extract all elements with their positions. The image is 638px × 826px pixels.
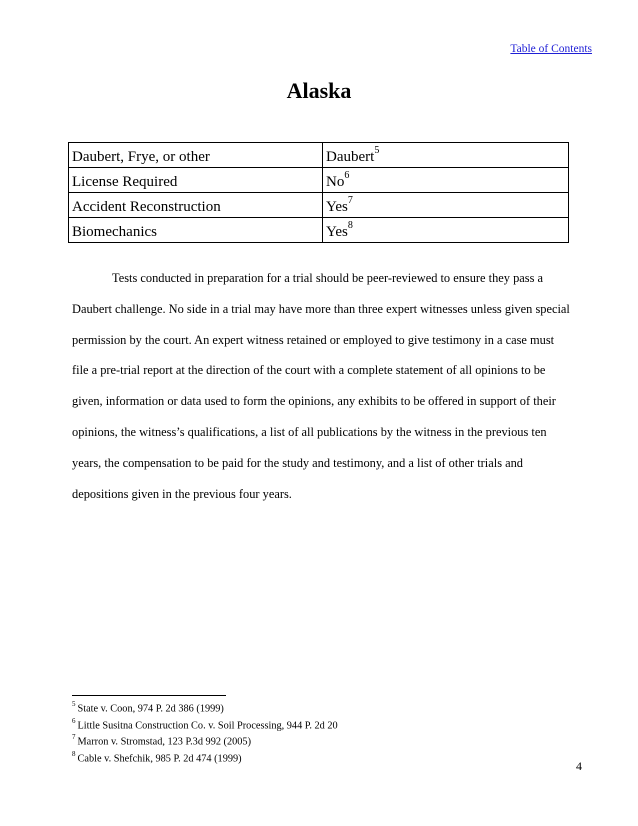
table-row — [69, 143, 569, 168]
row-value-cell — [323, 193, 569, 218]
table-row — [69, 218, 569, 243]
footnote-item — [72, 716, 572, 733]
state-info-table — [68, 142, 569, 243]
footnote-text: Little Susitna Construction Co. v. Soil Processing, 944 P. 2d 20 — [77, 720, 338, 732]
footnote-number: 6 — [72, 716, 76, 725]
footnote-separator — [72, 695, 226, 696]
footnote-text: Cable v. Shefchik, 985 P. 2d 474 (1999) — [77, 753, 242, 765]
row-label: Biomechanics — [69, 218, 323, 243]
footnote-ref[interactable]: 5 — [374, 145, 380, 156]
body-paragraph: Tests conducted in preparation for a trial should be peer-reviewed to ensure they pass a Daubert challenge. No side in a trial may have more than three expert witnesses unless given special permission by the court. An expert witness retained or employed to give testimony in a case must file a pre-trial report at the direction of the court with a complete statement of all opinions to be given, information or data used to form the opinions, any exhibits to be offered in support of their opinions, the witness’s qualifications, a list of all publications by the witness in the previous ten years, the compensation to be paid for the study and testimony, and a list of other trials and depositions given in the previous four years. — [72, 271, 570, 501]
footnotes — [72, 699, 572, 766]
footnote-item — [72, 699, 572, 716]
row-value-cell — [323, 143, 569, 168]
footnote-text: Marron v. Stromstad, 123 P.3d 992 (2005) — [77, 736, 252, 748]
footnote-text: State v. Coon, 974 P. 2d 386 (1999) — [77, 703, 224, 715]
row-value: Yes — [326, 224, 348, 240]
footnote-number: 8 — [72, 749, 76, 758]
row-label: Daubert, Frye, or other — [69, 143, 323, 168]
footnote-ref[interactable]: 8 — [347, 220, 353, 231]
row-label: License Required — [69, 168, 323, 193]
row-value-cell — [323, 168, 569, 193]
row-value: Yes — [326, 199, 348, 215]
footnote-ref[interactable]: 6 — [344, 170, 350, 181]
footnote-number: 5 — [72, 700, 76, 708]
footnote-item — [72, 732, 572, 749]
row-value: Daubert — [326, 149, 375, 165]
row-label: Accident Reconstruction — [69, 193, 323, 218]
page-title: Alaska — [286, 78, 352, 103]
row-value: No — [326, 174, 345, 190]
footnote-item — [72, 749, 572, 766]
footnote-ref[interactable]: 7 — [347, 195, 353, 206]
table-of-contents-link[interactable]: Table of Contents — [510, 43, 592, 55]
table-row — [69, 193, 569, 218]
row-value-cell — [323, 218, 569, 243]
page-number: 4 — [576, 759, 582, 773]
footnote-number: 7 — [72, 733, 76, 742]
table-row — [69, 168, 569, 193]
